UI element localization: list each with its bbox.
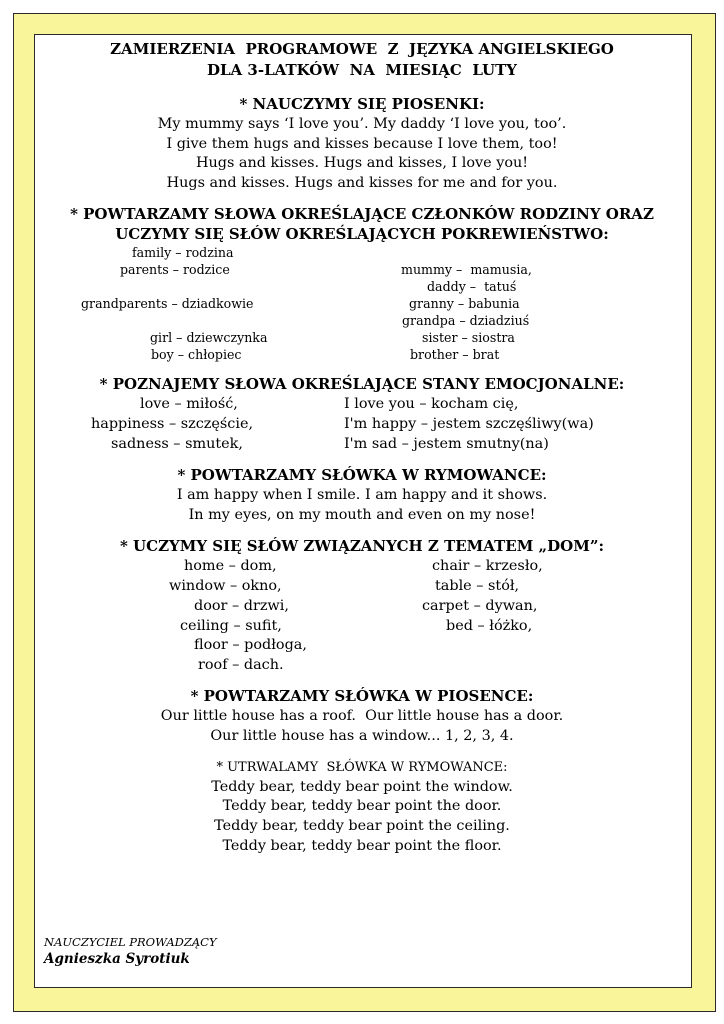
house-word: door – drzwi, [194, 598, 289, 614]
family-word: grandpa – dziadziuś [402, 313, 530, 328]
house-word: roof – dach. [198, 657, 284, 673]
family-word: boy – chłopiec [151, 347, 242, 362]
house-word: bed – łóżko, [446, 618, 533, 634]
house-song-line: Our little house has a window... 1, 2, 3, 4. [210, 728, 514, 744]
house-word: carpet – dywan, [422, 598, 538, 614]
house-word: table – stół, [435, 578, 520, 594]
house-song-line: Our little house has a roof. Our little house has a door. [160, 708, 564, 724]
song-line: I give them hugs and kisses because I love them, too! [166, 136, 558, 152]
house-word: floor – podłoga, [194, 637, 307, 653]
house-word: chair – krzesło, [432, 558, 543, 574]
teacher-name: Agnieszka Syrotiuk [44, 951, 190, 967]
section-heading-rhyme: * POWTARZAMY SŁÓWKA W RYMOWANCE: [177, 466, 547, 484]
emotion-word: love – miłość, [140, 396, 238, 412]
family-word: brother – brat [410, 347, 500, 362]
section-heading-teddy: * UTRWALAMY SŁÓWKA W RYMOWANCE: [216, 760, 508, 775]
family-word: parents – rodzice [120, 262, 230, 277]
house-word: ceiling – sufit, [180, 618, 282, 634]
page-title-line-1: ZAMIERZENIA PROGRAMOWE Z JĘZYKA ANGIELSKIEGO [110, 40, 614, 58]
song-line: Hugs and kisses. Hugs and kisses, I love you! [195, 155, 529, 171]
teddy-line: Teddy bear, teddy bear point the door. [222, 798, 502, 814]
family-word: grandparents – dziadkowie [81, 296, 254, 311]
song-line: Hugs and kisses. Hugs and kisses for me and for you. [166, 175, 558, 191]
section-heading-house-song: * POWTARZAMY SŁÓWKA W PIOSENCE: [190, 687, 534, 705]
teddy-line: Teddy bear, teddy bear point the floor. [222, 838, 502, 854]
page-title-line-2: DLA 3-LATKÓW NA MIESIĄC LUTY [207, 61, 517, 79]
rhyme-line: In my eyes, on my mouth and even on my nose! [188, 507, 536, 523]
family-word: daddy – tatuś [427, 279, 517, 294]
family-word: mummy – mamusia, [401, 262, 532, 277]
section-heading-house: * UCZYMY SIĘ SŁÓW ZWIĄZANYCH Z TEMATEM „DOM”: [119, 537, 604, 555]
rhyme-line: I am happy when I smile. I am happy and it shows. [176, 487, 548, 503]
section-heading-family: * POWTARZAMY SŁOWA OKREŚLAJĄCE CZŁONKÓW RODZINY ORAZ [70, 205, 654, 223]
section-heading-family-cont: UCZYMY SIĘ SŁÓW OKREŚLAJĄCYCH POKREWIEŃSTWO: [115, 225, 609, 243]
house-word: home – dom, [184, 558, 277, 574]
emotion-phrase: I'm sad – jestem smutny(na) [344, 436, 549, 452]
family-word: granny – babunia [409, 296, 520, 311]
song-line: My mummy says ‘I love you’. My daddy ‘I love you, too’. [157, 116, 567, 132]
teddy-line: Teddy bear, teddy bear point the ceiling. [214, 818, 510, 834]
family-word: sister – siostra [422, 330, 515, 345]
section-heading-song: * NAUCZYMY SIĘ PIOSENKI: [239, 95, 485, 113]
section-heading-emotions: * POZNAJEMY SŁOWA OKREŚLAJĄCE STANY EMOCJONALNE: [99, 375, 625, 393]
emotion-word: sadness – smutek, [111, 436, 243, 452]
house-word: window – okno, [169, 578, 282, 594]
emotion-phrase: I'm happy – jestem szczęśliwy(wa) [344, 416, 594, 432]
teddy-line: Teddy bear, teddy bear point the window. [211, 779, 513, 795]
teacher-role-label: NAUCZYCIEL PROWADZĄCY [44, 935, 217, 949]
emotion-phrase: I love you – kocham cię, [344, 396, 519, 412]
family-word: girl – dziewczynka [150, 330, 268, 345]
emotion-word: happiness – szczęście, [91, 416, 254, 432]
family-word: family – rodzina [132, 245, 234, 260]
